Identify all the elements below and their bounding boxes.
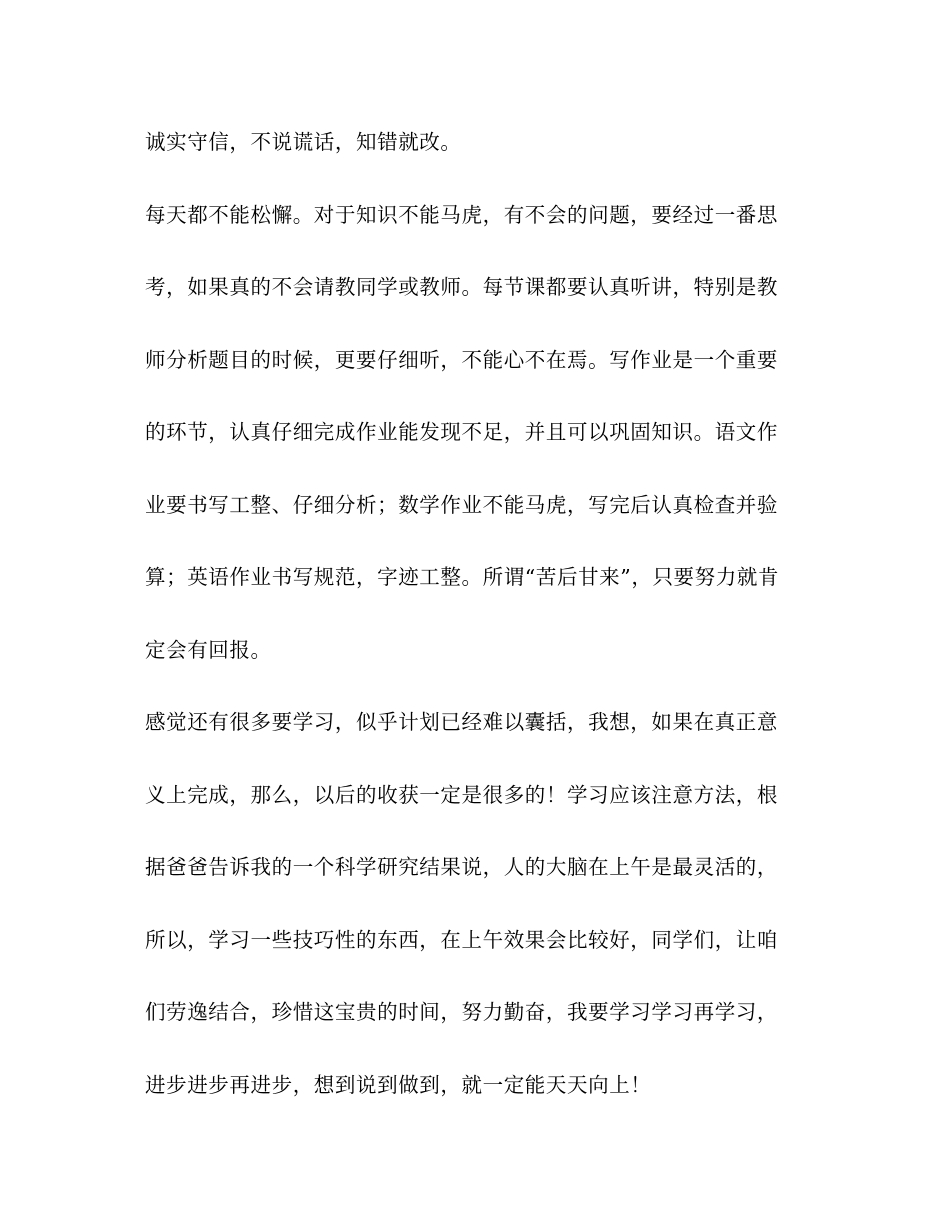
text-line: 业要书写工整、仔细分析；数学作业不能马虎，写完后认真检查并验 xyxy=(145,493,778,517)
text-line: 感觉还有很多要学习，似乎计划已经难以囊括，我想，如果在真正意 xyxy=(145,710,778,734)
text-line: 进步进步再进步，想到说到做到，就一定能天天向上！ xyxy=(145,1073,652,1097)
text-line: 据爸爸告诉我的一个科学研究结果说，人的大脑在上午是最灵活的， xyxy=(145,855,778,879)
text-line: 师分析题目的时候，更要仔细听，不能心不在焉。写作业是一个重要 xyxy=(145,348,778,372)
text-line: 定会有回报。 xyxy=(145,638,272,662)
text-line: 考，如果真的不会请教同学或教师。每节课都要认真听讲，特别是教 xyxy=(145,275,778,299)
text-line: 每天都不能松懈。对于知识不能马虎，有不会的问题，要经过一番思 xyxy=(145,203,778,227)
text-line: 算；英语作业书写规范，字迹工整。所谓“苦后甘来”，只要努力就肯 xyxy=(145,565,780,589)
text-line: 义上完成，那么，以后的收获一定是很多的！学习应该注意方法，根 xyxy=(145,783,778,807)
text-line: 的环节，认真仔细完成作业能发现不足，并且可以巩固知识。语文作 xyxy=(145,420,778,444)
text-line: 所以，学习一些技巧性的东西，在上午效果会比较好，同学们，让咱 xyxy=(145,928,778,952)
text-line: 们劳逸结合，珍惜这宝贵的时间，努力勤奋，我要学习学习再学习， xyxy=(145,1000,778,1024)
text-line: 诚实守信，不说谎话，知错就改。 xyxy=(145,130,462,154)
